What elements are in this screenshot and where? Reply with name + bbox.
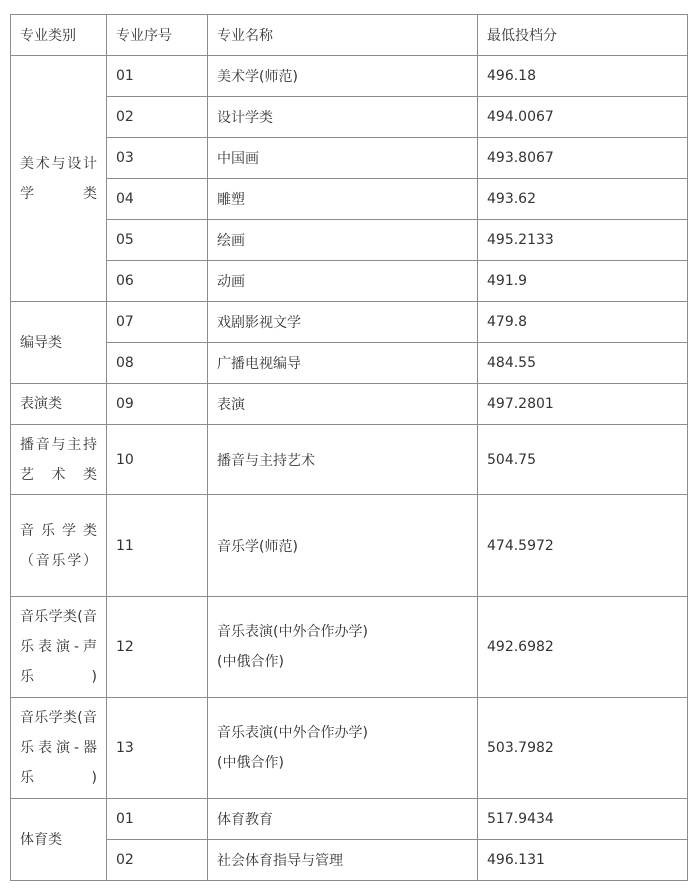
category-cell	[11, 56, 107, 302]
table-row	[11, 179, 688, 220]
name-cell: 中国画	[208, 138, 478, 179]
score-cell: 517.9434	[478, 799, 688, 840]
name-cell: 音乐学(师范)	[208, 495, 478, 597]
category-cell	[11, 495, 107, 597]
name-cell: 表演	[208, 384, 478, 425]
score-cell: 494.0067	[478, 97, 688, 138]
score-cell: 503.7982	[478, 698, 688, 799]
table-row	[11, 138, 688, 179]
category-label: 音乐学类（音乐学）	[20, 522, 97, 569]
score-cell: 495.2133	[478, 220, 688, 261]
name-cell	[208, 597, 478, 698]
table-row	[11, 698, 688, 799]
score-cell: 474.5972	[478, 495, 688, 597]
table-row	[11, 97, 688, 138]
category-label: 美术与设计学类	[20, 155, 97, 202]
code-cell: 04	[107, 179, 208, 220]
name-cell: 戏剧影视文学	[208, 302, 478, 343]
code-cell: 06	[107, 261, 208, 302]
score-cell: 492.6982	[478, 597, 688, 698]
table-row	[11, 799, 688, 840]
name-cell: 设计学类	[208, 97, 478, 138]
score-cell: 504.75	[478, 425, 688, 495]
code-cell: 12	[107, 597, 208, 698]
admission-scores-table	[10, 14, 688, 881]
code-cell: 09	[107, 384, 208, 425]
score-cell: 484.55	[478, 343, 688, 384]
name-line: (中俄合作)	[217, 654, 284, 670]
score-cell: 496.131	[478, 840, 688, 881]
table-row	[11, 384, 688, 425]
table-row	[11, 56, 688, 97]
name-line: (中俄合作)	[217, 755, 284, 771]
code-cell: 02	[107, 97, 208, 138]
table-row	[11, 425, 688, 495]
header-category: 专业类别	[11, 15, 107, 56]
name-cell	[208, 698, 478, 799]
header-min-score: 最低投档分	[478, 15, 688, 56]
name-cell: 绘画	[208, 220, 478, 261]
name-line: 音乐表演(中外合作办学)	[217, 624, 368, 640]
category-label: 表演类	[20, 396, 62, 412]
category-label: 编导类	[20, 334, 62, 351]
code-cell: 01	[107, 56, 208, 97]
category-cell	[11, 597, 107, 698]
code-cell: 02	[107, 840, 208, 881]
code-cell: 03	[107, 138, 208, 179]
name-cell: 社会体育指导与管理	[208, 840, 478, 881]
category-cell	[11, 302, 107, 384]
name-cell: 动画	[208, 261, 478, 302]
name-cell: 播音与主持艺术	[208, 425, 478, 495]
category-cell	[11, 384, 107, 425]
table-row	[11, 261, 688, 302]
code-cell: 05	[107, 220, 208, 261]
code-cell: 01	[107, 799, 208, 840]
name-cell: 体育教育	[208, 799, 478, 840]
table-row	[11, 220, 688, 261]
category-label: 音乐学类(音乐表演-声乐)	[20, 609, 97, 685]
table-row	[11, 343, 688, 384]
score-cell: 497.2801	[478, 384, 688, 425]
code-cell: 10	[107, 425, 208, 495]
score-cell: 493.8067	[478, 138, 688, 179]
score-cell: 491.9	[478, 261, 688, 302]
table-row	[11, 840, 688, 881]
name-cell: 广播电视编导	[208, 343, 478, 384]
name-cell: 雕塑	[208, 179, 478, 220]
code-cell: 11	[107, 495, 208, 597]
header-code: 专业序号	[107, 15, 208, 56]
score-cell: 479.8	[478, 302, 688, 343]
code-cell: 13	[107, 698, 208, 799]
name-line: 音乐表演(中外合作办学)	[217, 725, 368, 741]
score-cell: 493.62	[478, 179, 688, 220]
table-row	[11, 302, 688, 343]
table-header-row	[11, 15, 688, 56]
category-cell	[11, 698, 107, 799]
score-cell: 496.18	[478, 56, 688, 97]
category-cell	[11, 799, 107, 881]
name-cell: 美术学(师范)	[208, 56, 478, 97]
category-label: 音乐学类(音乐表演-器乐)	[20, 710, 97, 786]
table-row	[11, 495, 688, 597]
category-label: 播音与主持艺术类	[20, 436, 97, 483]
header-name: 专业名称	[208, 15, 478, 56]
category-cell	[11, 425, 107, 495]
code-cell: 08	[107, 343, 208, 384]
category-label: 体育类	[20, 831, 62, 848]
code-cell: 07	[107, 302, 208, 343]
table-row	[11, 597, 688, 698]
